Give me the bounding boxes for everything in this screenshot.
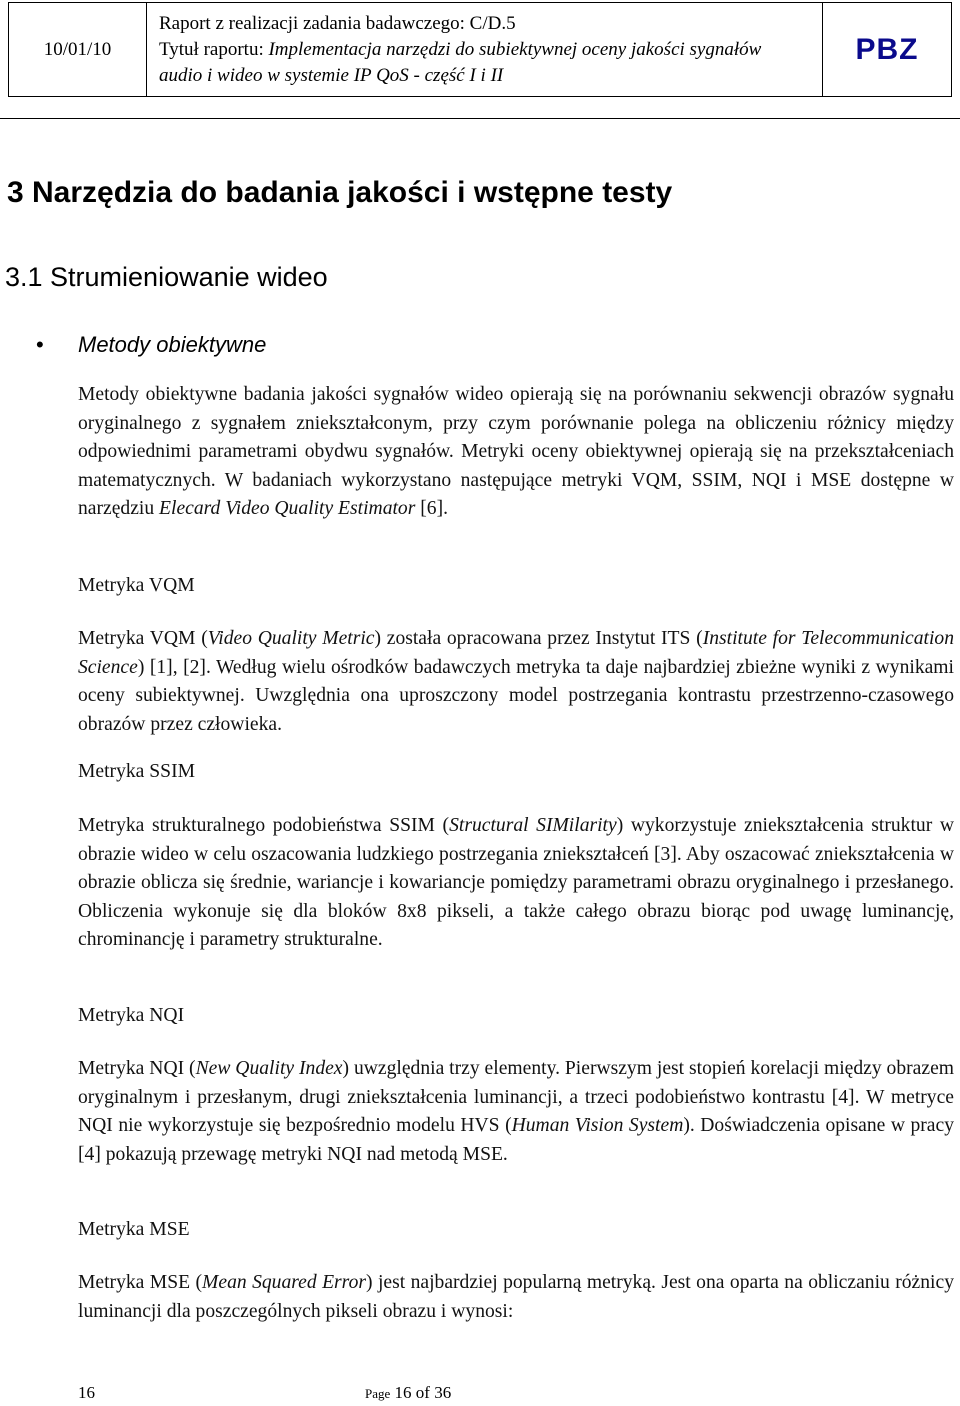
header-title-italic-2: audio i wideo w systemie IP QoS - część I i II (159, 65, 504, 86)
header-title-block (147, 3, 823, 96)
vqm-italic-2: Institute for Telecommunication Science (78, 628, 954, 678)
mse-paragraph (78, 1269, 954, 1326)
intro-reference: [6]. (415, 498, 449, 519)
footer-page-text: 16 of 36 (390, 1383, 452, 1402)
ssim-text-2: ) wykorzystuje zniekształcenia struktur w obrazie wideo w celu oszacowania ludzkiego postrzegania zniekształceń [3]. Aby oszacować zniekształcenia w obrazie oblicza się średnie, wariancje i kowariancje pomiędzy parametrami obrazu oryginalnego i przesłanego. Obliczenia wykonuje się dla bloków 8x8 pikseli, a także całego obrazu biorąc pod uwagę luminancję, chrominancję i parametry strukturalne. (78, 815, 954, 950)
footer-page-counter (365, 1383, 451, 1403)
vqm-text-3: ) [1], [2]. Według wielu ośrodków badawczych metryka ta daje najbardziej zbieżne wyniki z wynikami oceny subiektywnej. Uwzględnia ona uproszczony model postrzegania kontrastu przestrzenno-czasowego obrazów przez człowieka. (78, 656, 954, 735)
header-title-italic-1: Implementacja narzędzi do subiektywnej oceny jakości sygnałów (268, 39, 762, 60)
header-title-line (159, 37, 822, 63)
nqi-text-1: Metryka NQI ( (78, 1058, 196, 1079)
mse-text-2: ) jest najbardziej popularną metryką. Jest ona oparta na obliczaniu różnicy luminancji dla poszczególnych pikseli obrazu i wynosi: (78, 1272, 954, 1322)
vqm-title: Metryka VQM (78, 575, 195, 596)
intro-tool-name: Elecard Video Quality Estimator (159, 498, 416, 519)
vqm-italic-1: Video Quality Metric (207, 628, 375, 649)
pbz-logo: PBZ (855, 32, 919, 66)
ssim-text-1: Metryka strukturalnego podobieństwa SSIM ( (78, 815, 450, 836)
nqi-italic-1: New Quality Index (195, 1058, 343, 1079)
nqi-text-2: ) uwzględnia trzy elementy. Pierwszym jest stopień korelacji między obrazem oryginalnym i przesłanym, drugi zniekształcenia luminancji, a trzeci podobieństwo kontrastu [4]. W metryce NQI nie wykorzystuje się bezpośrednio modelu HVS ( (78, 1058, 955, 1136)
header-divider (0, 118, 960, 119)
footer-page-word: Page (365, 1386, 391, 1401)
intro-paragraph (78, 381, 954, 524)
subsection-heading: 3.1 Strumieniowanie wideo (5, 262, 328, 292)
bullet-icon: • (36, 332, 44, 357)
header-title-label: Tytuł raportu: (159, 39, 269, 60)
nqi-text-3: ). Doświadczenia opisane w pracy [4] pokazują przewagę metryki NQI nad metodą MSE. (78, 1115, 954, 1165)
ssim-paragraph (78, 812, 954, 955)
intro-text: Metody obiektywne badania jakości sygnałów wideo opierają się na porównaniu sekwencji obrazów sygnału oryginalnego z sygnałem zniekształconym, przy czym porównanie polega na obliczeniu różnicy między odpowiednimi parametrami obydwu sygnałów. Metryki oceny obiektywnej opierają się na przekształceniach matematycznych. W badaniach wykorzystano następujące metryki VQM, SSIM, NQI i MSE dostępne w narzędziu (78, 384, 954, 519)
report-header (8, 2, 952, 97)
section-heading: 3 Narzędzia do badania jakości i wstępne testy (7, 176, 673, 209)
header-report-line: Raport z realizacji zadania badawczego: C/D.5 (159, 13, 516, 34)
mse-title: Metryka MSE (78, 1219, 190, 1240)
nqi-title: Metryka NQI (78, 1005, 185, 1026)
vqm-text-1: Metryka VQM ( (78, 628, 208, 649)
mse-text-1: Metryka MSE ( (78, 1272, 203, 1293)
ssim-italic-1: Structural SIMilarity (449, 815, 617, 836)
nqi-italic-2: Human Vision System (511, 1115, 684, 1136)
header-date: 10/01/10 (9, 3, 147, 96)
bullet-label: Metody obiektywne (78, 332, 267, 357)
mse-italic-1: Mean Squared Error (202, 1272, 367, 1293)
ssim-title: Metryka SSIM (78, 761, 196, 782)
footer-left-number: 16 (78, 1383, 95, 1402)
nqi-paragraph (78, 1055, 954, 1169)
vqm-paragraph (78, 625, 954, 739)
vqm-text-2: ) została opracowana przez Instytut ITS ( (374, 628, 703, 649)
